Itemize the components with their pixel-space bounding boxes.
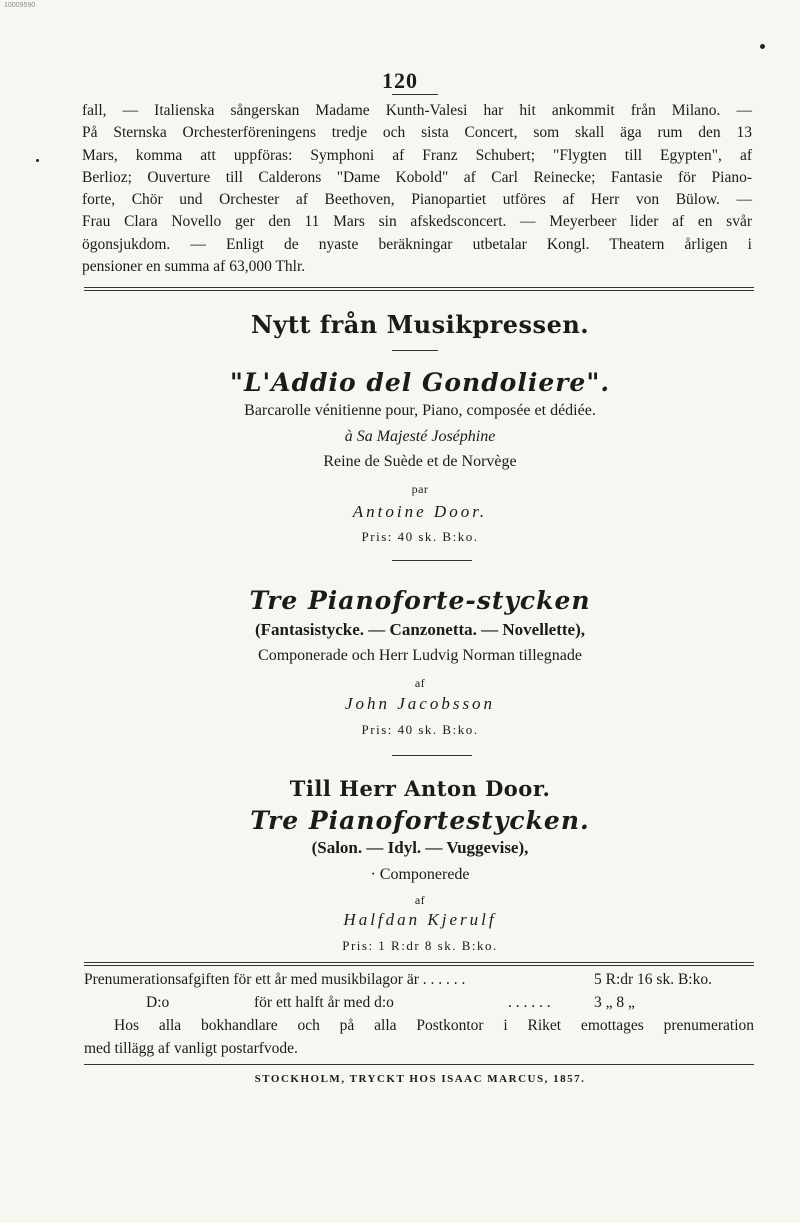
- work-par: af: [414, 676, 426, 690]
- news-line: pensioner en summa af 63,000 Thlr.: [82, 258, 306, 276]
- news-line: forte, Chör und Orchester af Beethoven, Pianopartiet utföres af Herr von Bülow. —: [82, 191, 752, 209]
- subscription-annual-label: Prenumerationsafgiften för ett år med musikbilagor är . . . . . .: [84, 971, 466, 988]
- subscription-note: med tillägg af vanligt postarfvode.: [84, 1040, 298, 1057]
- news-line: På Sternska Orchesterföreningens tredje och sista Concert, som skall äga rum den 13: [82, 124, 752, 142]
- subscription-half-label: D:o: [146, 994, 170, 1011]
- subscription-half-dots: . . . . . .: [508, 994, 551, 1011]
- news-line: ögonsjukdom. — Enligt de nyaste beräkningar utbetalar Kongl. Theatern årligen i: [82, 235, 752, 253]
- work-price: Pris: 40 sk. B:ko.: [361, 529, 479, 544]
- work-dedication: Componerade och Herr Ludvig Norman tillegnade: [258, 647, 582, 664]
- work-dedication: · Componerede: [370, 866, 470, 883]
- work-divider: [392, 755, 472, 756]
- work-composer: Antoine Door.: [352, 502, 488, 521]
- subscription-divider: [84, 962, 754, 966]
- work-par: af: [414, 893, 426, 907]
- work-title: Tre Pianoforte-stycken: [249, 586, 591, 615]
- section-divider: [84, 287, 754, 291]
- work-dedication-line: Reine de Suède et de Norvège: [323, 453, 517, 470]
- page-number-underline: [392, 94, 438, 95]
- work-subtitle: Barcarolle vénitienne pour, Piano, composée et dédiée.: [244, 402, 596, 419]
- subscription-half-text: för ett halft år med d:o: [254, 994, 394, 1011]
- page-number: 120: [382, 68, 418, 93]
- subscription-annual-price: 5 R:dr 16 sk. B:ko.: [594, 971, 712, 988]
- subscription-half-price: 3 „ 8 „: [594, 994, 635, 1011]
- news-line: fall, — Italienska sångerskan Madame Kunth-Valesi har hit ankommit från Milano. —: [82, 102, 752, 119]
- work-price: Pris: 40 sk. B:ko.: [361, 722, 479, 737]
- news-paragraph: [82, 100, 752, 278]
- dedication-heading: Till Herr Anton Door.: [289, 776, 551, 801]
- work-price: Pris: 1 R:dr 8 sk. B:ko.: [342, 938, 498, 953]
- work-divider: [392, 560, 472, 561]
- printer-imprint: STOCKHOLM, TRYCKT HOS ISAAC MARCUS, 1857.: [254, 1073, 586, 1085]
- work-composer: John Jacobsson: [344, 694, 496, 713]
- subscription-note: Hos alla bokhandlare och på alla Postkontor i Riket emottages prenumeration: [114, 1017, 754, 1034]
- section-heading: Nytt från Musikpressen.: [250, 310, 590, 339]
- archive-mark: 10009590: [4, 2, 36, 9]
- ink-speck: [36, 159, 39, 162]
- work-subtitle: (Fantasistycke. — Canzonetta. — Novellette),: [254, 620, 585, 639]
- work-title: Tre Pianofortestycken.: [250, 806, 590, 835]
- footer-rule: [84, 1064, 754, 1065]
- news-line: Berlioz; Ouverture till Calderons "Dame Kobold" af Carl Reinecke; Fantasie för Piano-: [82, 168, 752, 186]
- news-line: Frau Clara Novello ger den 11 Mars sin afskedsconcert. — Meyerbeer lider af en svår: [82, 213, 752, 231]
- news-line: Mars, komma att uppföras: Symphoni af Franz Schubert; "Flygten till Egypten", af: [82, 146, 752, 164]
- work-composer: Halfdan Kjerulf: [343, 910, 497, 929]
- ink-speck: [760, 44, 765, 49]
- work-subtitle: (Salon. — Idyl. — Vuggevise),: [311, 838, 529, 857]
- work-dedication: à Sa Majesté Joséphine: [344, 428, 496, 445]
- work-par: par: [411, 482, 429, 496]
- work-title: "L'Addio del Gondoliere".: [229, 368, 611, 397]
- heading-underline: [392, 350, 438, 351]
